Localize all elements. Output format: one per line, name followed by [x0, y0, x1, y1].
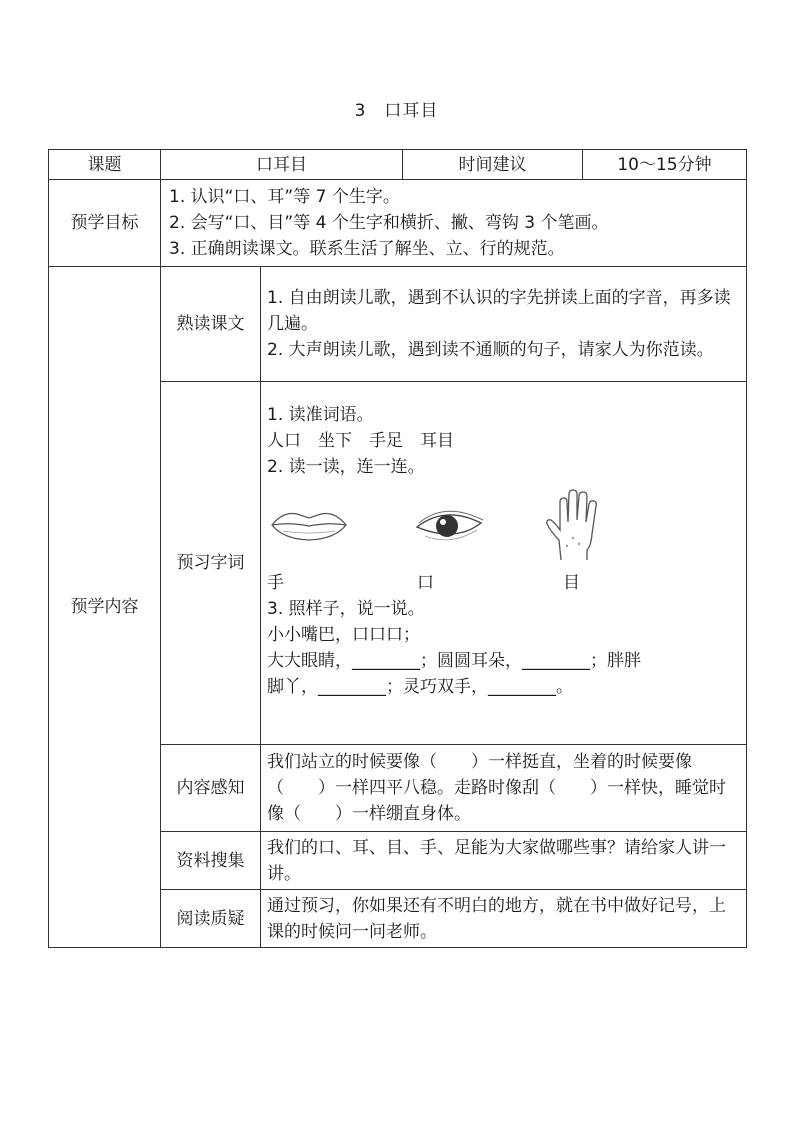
words-content [261, 382, 747, 745]
words-example: 小小嘴巴，口口口； [267, 625, 420, 645]
eye-icon [415, 503, 487, 547]
words-list: 人口 坐下 手足 耳目 [267, 431, 454, 451]
goals-content [161, 180, 747, 267]
match-labels [267, 570, 740, 596]
match-pictures [267, 480, 740, 570]
sense-label: 内容感知 [161, 745, 261, 832]
match-label-mouth: 口 [417, 573, 434, 593]
words-label: 预习字词 [161, 382, 261, 745]
read-row [49, 267, 747, 382]
read-label: 熟读课文 [161, 267, 261, 382]
collect-content: 我们的口、耳、目、手、足能为大家做哪些事？请给家人讲一讲。 [261, 832, 747, 890]
words-practice-1: 大大眼睛，________；圆圆耳朵，________；胖胖 [267, 651, 641, 671]
match-label-eye: 目 [563, 573, 580, 593]
goals-row [49, 180, 747, 267]
words-task-1: 1. 读准词语。 [267, 405, 374, 425]
header-time-label: 时间建议 [403, 150, 583, 180]
words-task-3: 3. 照样子，说一说。 [267, 599, 425, 619]
collect-label: 资料搜集 [161, 832, 261, 890]
header-time-value: 10～15分钟 [583, 150, 747, 180]
preview-table [48, 149, 747, 948]
match-label-hand: 手 [267, 573, 284, 593]
read-line-1: 1. 自由朗读儿歌，遇到不认识的字先拼读上面的字音，再多读几遍。 [267, 288, 731, 334]
header-topic-value: 口耳目 [161, 150, 403, 180]
page-title: 3 口耳目 [354, 101, 439, 121]
goals-label: 预学目标 [49, 180, 161, 267]
header-row [49, 150, 747, 180]
goal-line-3: 3. 正确朗读课文。联系生活了解坐、立、行的规范。 [169, 239, 565, 259]
mouth-icon [269, 505, 349, 545]
words-practice-2: 脚丫，________；灵巧双手，________。 [267, 677, 573, 697]
read-content [261, 267, 747, 382]
question-content: 通过预习，你如果还有不明白的地方，就在书中做好记号，上课的时候问一问老师。 [261, 890, 747, 948]
sense-content: 我们站立的时候要像（ ）一样挺直，坐着的时候要像（ ）一样四平八稳。走路时像刮（ ）一样快，睡觉时像（ ）一样绷直身体。 [261, 745, 747, 832]
goal-line-1: 1. 认识“口、耳”等 7 个生字。 [169, 187, 400, 207]
content-label: 预学内容 [49, 267, 161, 948]
question-label: 阅读质疑 [161, 890, 261, 948]
words-task-2: 2. 读一读，连一连。 [267, 457, 425, 477]
read-line-2: 2. 大声朗读儿歌，遇到读不通顺的句子，请家人为你范读。 [267, 340, 714, 360]
hand-icon [545, 488, 605, 562]
goal-line-2: 2. 会写“口、目”等 4 个生字和横折、撇、弯钩 3 个笔画。 [169, 213, 609, 233]
header-topic-label: 课题 [49, 150, 161, 180]
